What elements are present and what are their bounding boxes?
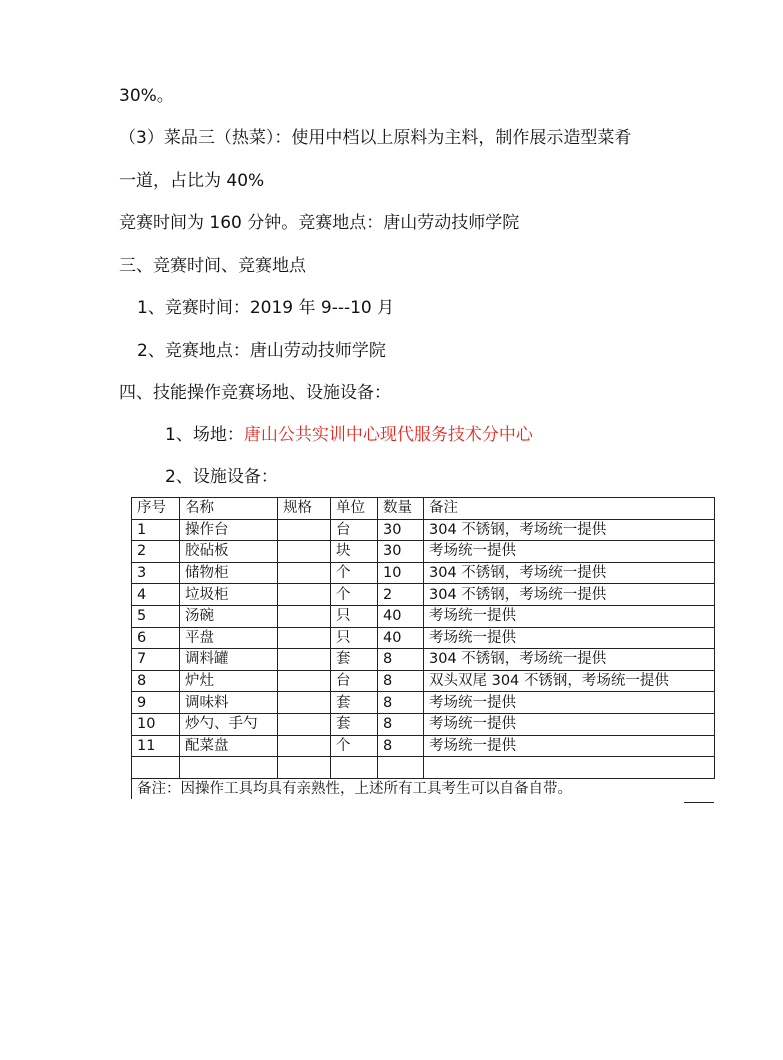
cell-spec [278, 584, 331, 606]
cell-unit: 只 [331, 627, 378, 649]
para-dish-three: （3）菜品三（热菜）：使用中档以上原料为主料，制作展示造型菜肴 [119, 128, 632, 148]
cell-spec [278, 713, 331, 735]
table-note-underline [684, 802, 714, 803]
cell-quantity: 8 [378, 670, 424, 692]
cell-unit: 台 [331, 670, 378, 692]
header-cell: 备注 [424, 498, 715, 520]
cell-unit: 块 [331, 541, 378, 563]
para-competition-duration: 竞赛时间为 160 分钟。竞赛地点：唐山劳动技师学院 [119, 213, 520, 233]
cell-name: 调味料 [180, 692, 278, 714]
cell-quantity: 2 [378, 584, 424, 606]
cell-spec [278, 627, 331, 649]
cell-unit: 个 [331, 735, 378, 757]
cell-unit [331, 757, 378, 779]
cell-quantity: 30 [378, 541, 424, 563]
cell-unit: 台 [331, 519, 378, 541]
header-cell: 名称 [180, 498, 278, 520]
cell-name: 操作台 [180, 519, 278, 541]
section-heading-venue-equipment: 四、技能操作竞赛场地、设施设备： [119, 383, 391, 403]
cell-unit: 个 [331, 562, 378, 584]
cell-spec [278, 605, 331, 627]
cell-unit: 套 [331, 713, 378, 735]
table-note: 备注：因操作工具均具有亲熟性，上述所有工具考生可以自备自带。 [132, 778, 715, 799]
cell-name: 胶砧板 [180, 541, 278, 563]
header-cell: 数量 [378, 498, 424, 520]
cell-index: 5 [132, 605, 180, 627]
table-row [132, 584, 715, 606]
table-row [132, 692, 715, 714]
cell-spec [278, 649, 331, 671]
cell-remark: 考场统一提供 [424, 692, 715, 714]
cell-quantity: 40 [378, 605, 424, 627]
cell-index [132, 757, 180, 779]
para-dish-three-cont: 一道，占比为 40% [119, 171, 265, 191]
cell-unit: 个 [331, 584, 378, 606]
table-row [132, 670, 715, 692]
cell-spec [278, 735, 331, 757]
cell-remark: 考场统一提供 [424, 541, 715, 563]
cell-quantity: 30 [378, 519, 424, 541]
table-row [132, 541, 715, 563]
table-row-empty [132, 757, 715, 779]
cell-name: 储物柜 [180, 562, 278, 584]
cell-spec [278, 670, 331, 692]
cell-name: 垃圾柜 [180, 584, 278, 606]
cell-name: 炒勺、手勺 [180, 713, 278, 735]
cell-remark: 考场统一提供 [424, 713, 715, 735]
table-row [132, 627, 715, 649]
cell-remark [424, 757, 715, 779]
cell-name: 炉灶 [180, 670, 278, 692]
cell-unit: 套 [331, 649, 378, 671]
cell-spec [278, 562, 331, 584]
item-venue [165, 424, 533, 446]
cell-index: 7 [132, 649, 180, 671]
cell-remark: 304 不锈钢，考场统一提供 [424, 562, 715, 584]
header-cell: 序号 [132, 498, 180, 520]
cell-index: 8 [132, 670, 180, 692]
para-percent-30: 30%。 [119, 86, 174, 106]
cell-unit: 套 [331, 692, 378, 714]
cell-index: 10 [132, 713, 180, 735]
cell-index: 4 [132, 584, 180, 606]
cell-quantity: 8 [378, 692, 424, 714]
cell-remark: 304 不锈钢，考场统一提供 [424, 649, 715, 671]
cell-quantity: 8 [378, 735, 424, 757]
item-competition-time: 1、竞赛时间：2019 年 9---10 月 [137, 298, 395, 318]
cell-name [180, 757, 278, 779]
cell-index: 1 [132, 519, 180, 541]
cell-quantity [378, 757, 424, 779]
cell-remark: 304 不锈钢，考场统一提供 [424, 519, 715, 541]
cell-quantity: 8 [378, 713, 424, 735]
table-header-row [132, 498, 715, 520]
cell-quantity: 40 [378, 627, 424, 649]
cell-spec [278, 692, 331, 714]
cell-name: 配菜盘 [180, 735, 278, 757]
item-equipment-heading: 2、设施设备： [165, 467, 278, 487]
cell-spec [278, 757, 331, 779]
table-row [132, 735, 715, 757]
cell-name: 汤碗 [180, 605, 278, 627]
cell-name: 调料罐 [180, 649, 278, 671]
cell-name: 平盘 [180, 627, 278, 649]
equipment-table [131, 497, 715, 799]
cell-spec [278, 519, 331, 541]
table-row [132, 649, 715, 671]
section-heading-time-place: 三、竞赛时间、竞赛地点 [119, 256, 306, 276]
cell-remark: 双头双尾 304 不锈钢，考场统一提供 [424, 670, 715, 692]
cell-quantity: 10 [378, 562, 424, 584]
cell-remark: 考场统一提供 [424, 735, 715, 757]
item-competition-place: 2、竞赛地点：唐山劳动技师学院 [137, 341, 386, 361]
cell-index: 6 [132, 627, 180, 649]
header-cell: 单位 [331, 498, 378, 520]
header-cell: 规格 [278, 498, 331, 520]
cell-index: 2 [132, 541, 180, 563]
table-row [132, 519, 715, 541]
cell-remark: 考场统一提供 [424, 627, 715, 649]
table-row [132, 562, 715, 584]
table-row [132, 605, 715, 627]
cell-quantity: 8 [378, 649, 424, 671]
cell-remark: 考场统一提供 [424, 605, 715, 627]
cell-remark: 304 不锈钢，考场统一提供 [424, 584, 715, 606]
item-venue-label: 1、场地： [165, 425, 244, 445]
table-note-row [132, 778, 715, 799]
item-venue-value: 唐山公共实训中心现代服务技术分中心 [243, 425, 533, 445]
cell-unit: 只 [331, 605, 378, 627]
cell-index: 9 [132, 692, 180, 714]
cell-spec [278, 541, 331, 563]
table-row [132, 713, 715, 735]
cell-index: 3 [132, 562, 180, 584]
cell-index: 11 [132, 735, 180, 757]
